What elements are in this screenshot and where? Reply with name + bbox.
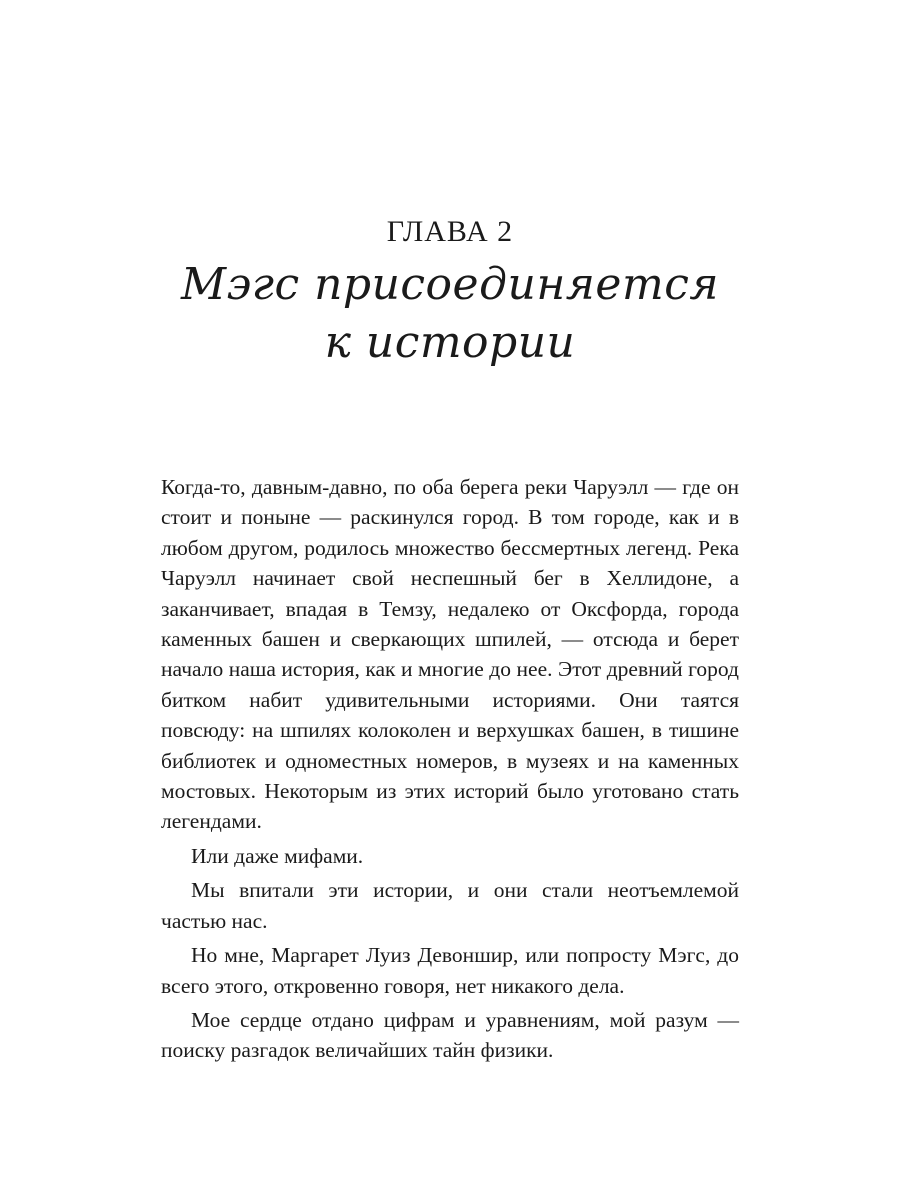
paragraph: Но мне, Маргарет Луиз Девоншир, или попросту Мэгс, до всего этого, откровенно говоря, нет никакого дела. <box>161 943 739 998</box>
chapter-title-line-1: Мэгс присоединяется <box>181 259 719 310</box>
paragraph: Или даже мифами. <box>191 843 364 868</box>
paragraph: Когда-то, давным-давно, по оба берега реки Чаруэлл — где он стоит и поныне — раскинулся город. В том городе, как и в любом другом, родилось множество бессмертных легенд. Река Чаруэлл начинает свой неспешный бег в Хеллидоне, а заканчивает, впадая в Темзу, недалеко от Оксфорда, города каменных башен и сверкающих шпилей, — отсюда и берет начало наша история, как и многие до нее. Этот древний город битком набит удивительными историями. Они таятся повсюду: на шпилях колоколен и верхушках башен, в тишине библиотек и одноместных номеров, в музеях и на каменных мостовых. Некоторым из этих историй было уготовано стать легендами. <box>161 475 739 834</box>
paragraph: Мое сердце отдано цифрам и уравнениям, мой разум — поиску разгадок величайших тайн физики. <box>161 1007 739 1063</box>
paragraph: Мы впитали эти истории, и они стали неотъемлемой частью нас. <box>161 878 739 933</box>
chapter-number: ГЛАВА 2 <box>386 215 514 248</box>
chapter-title <box>0 256 900 372</box>
chapter-body <box>161 472 739 1066</box>
chapter-title-line-2: к истории <box>324 317 576 368</box>
